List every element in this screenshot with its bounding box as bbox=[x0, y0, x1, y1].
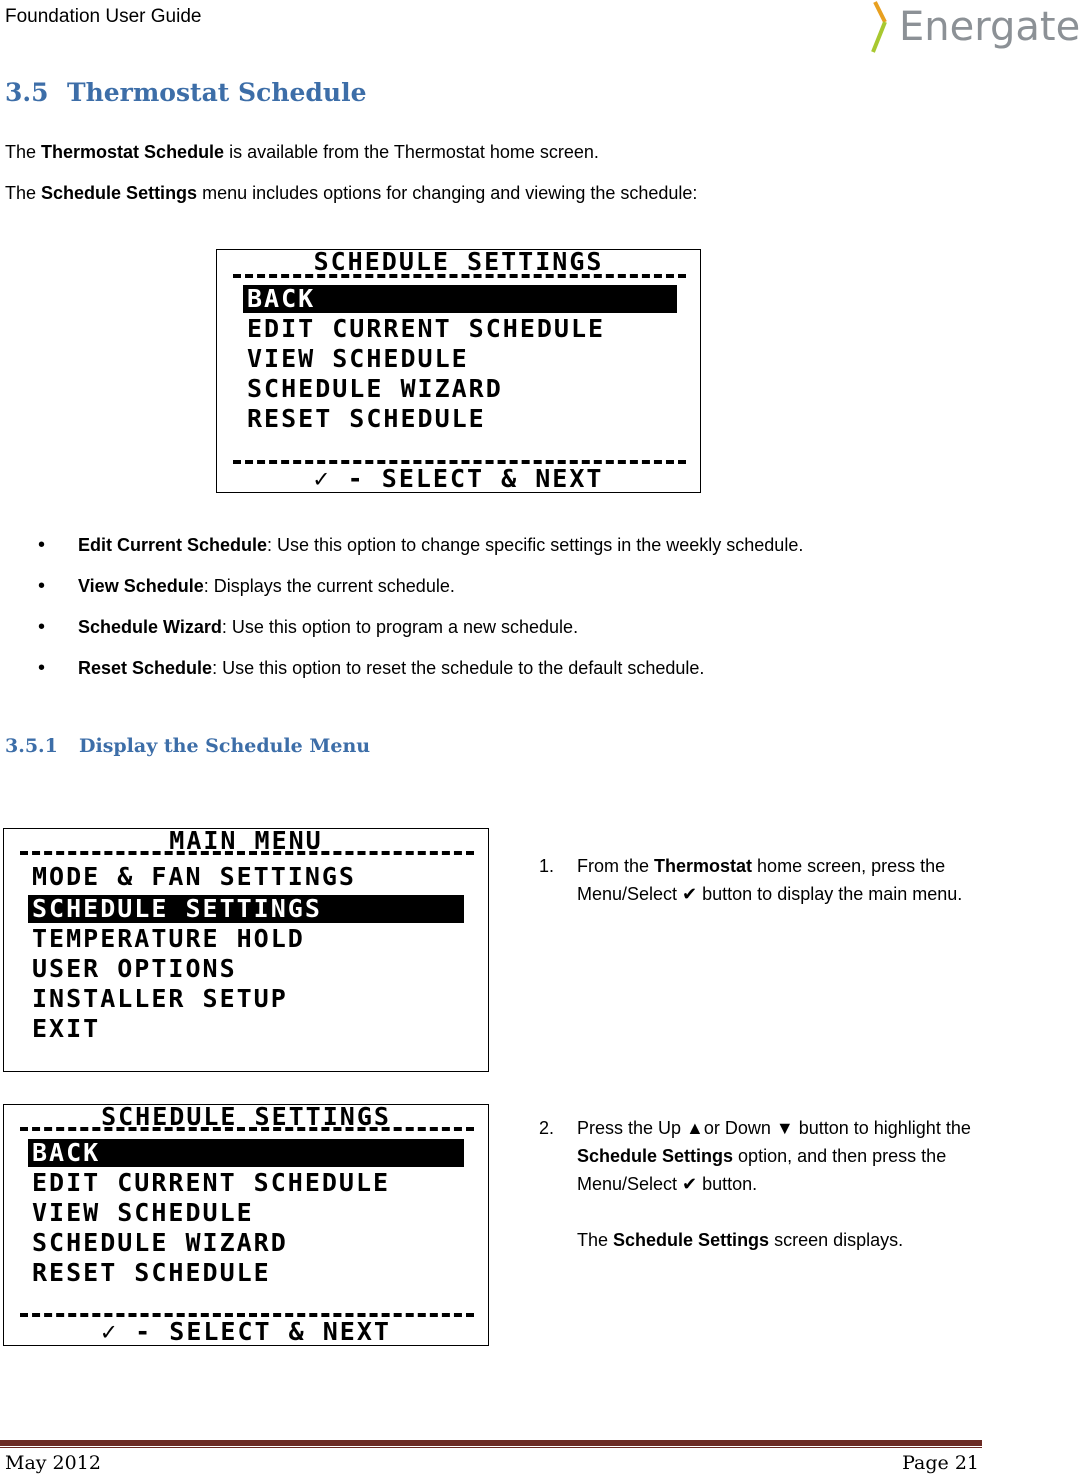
intro-paragraph-1: The Thermostat Schedule is available from the Thermostat home screen. bbox=[5, 142, 599, 162]
list-item: • View Schedule: Displays the current schedule. bbox=[38, 573, 803, 614]
screen-item-selected: SCHEDULE SETTINGS bbox=[28, 895, 464, 923]
screen-item: VIEW SCHEDULE bbox=[247, 344, 469, 373]
step-1: 1. From the Thermostat home screen, press the Menu/Select ✔ button to display the main menu. bbox=[539, 856, 963, 904]
list-item: • Reset Schedule: Use this option to reset the schedule to the default schedule. bbox=[38, 655, 803, 696]
screen-footer: ✓ - SELECT & NEXT bbox=[313, 464, 604, 493]
intro-paragraph-2: The Schedule Settings menu includes options for changing and viewing the schedule: bbox=[5, 183, 698, 203]
screen-item: SCHEDULE WIZARD bbox=[247, 374, 503, 403]
screen-item: TEMPERATURE HOLD bbox=[32, 924, 305, 953]
screen-item: RESET SCHEDULE bbox=[247, 404, 486, 433]
screen-item: INSTALLER SETUP bbox=[32, 984, 288, 1013]
step-2-note: The Schedule Settings screen displays. bbox=[577, 1230, 904, 1250]
screen-item: EXIT bbox=[32, 1014, 101, 1043]
energate-logo bbox=[869, 0, 1080, 56]
step-2: 2. Press the Up ▲or Down ▼ button to highlight the Schedule Settings option, and then press the Menu/Select ✔ button. The Schedule Settings screen displays. bbox=[539, 1114, 989, 1254]
footer-rule-thin bbox=[0, 1447, 982, 1448]
screen-footer: ✓ - SELECT & NEXT bbox=[101, 1317, 391, 1346]
logo-wordmark: Energate bbox=[899, 4, 1080, 50]
list-item: • Edit Current Schedule: Use this option to change specific settings in the weekly schedule. bbox=[38, 532, 803, 573]
screen-item: EDIT CURRENT SCHEDULE bbox=[247, 314, 606, 343]
screen-item: USER OPTIONS bbox=[32, 954, 237, 983]
screen-title: SCHEDULE SETTINGS bbox=[101, 1102, 391, 1131]
screen-item-selected: BACK bbox=[243, 285, 677, 313]
screen-title: SCHEDULE SETTINGS bbox=[313, 247, 604, 276]
document-header-title: Foundation User Guide bbox=[5, 6, 202, 27]
footer-rule bbox=[0, 1440, 982, 1446]
screen-divider bbox=[233, 274, 686, 278]
footer-date: May 2012 bbox=[5, 1452, 101, 1474]
schedule-settings-screen bbox=[216, 249, 701, 493]
schedule-settings-screen-step bbox=[3, 1104, 489, 1346]
option-bullet-list bbox=[38, 532, 803, 696]
screen-item: RESET SCHEDULE bbox=[32, 1258, 271, 1287]
section-heading: 3.5 Thermostat Schedule bbox=[5, 78, 367, 107]
list-item: • Schedule Wizard: Use this option to program a new schedule. bbox=[38, 614, 803, 655]
screen-item: EDIT CURRENT SCHEDULE bbox=[32, 1168, 391, 1197]
screen-item: VIEW SCHEDULE bbox=[32, 1198, 254, 1227]
screen-item-selected: BACK bbox=[28, 1139, 464, 1167]
footer-page-number: Page 21 bbox=[902, 1452, 979, 1474]
screen-item: MODE & FAN SETTINGS bbox=[32, 862, 356, 891]
subsection-heading: 3.5.1 Display the Schedule Menu bbox=[5, 735, 371, 757]
screen-item: SCHEDULE WIZARD bbox=[32, 1228, 288, 1257]
main-menu-screen bbox=[3, 828, 489, 1072]
screen-title: MAIN MENU bbox=[169, 826, 323, 855]
screen-divider bbox=[20, 1127, 474, 1131]
screen-divider bbox=[20, 851, 474, 855]
